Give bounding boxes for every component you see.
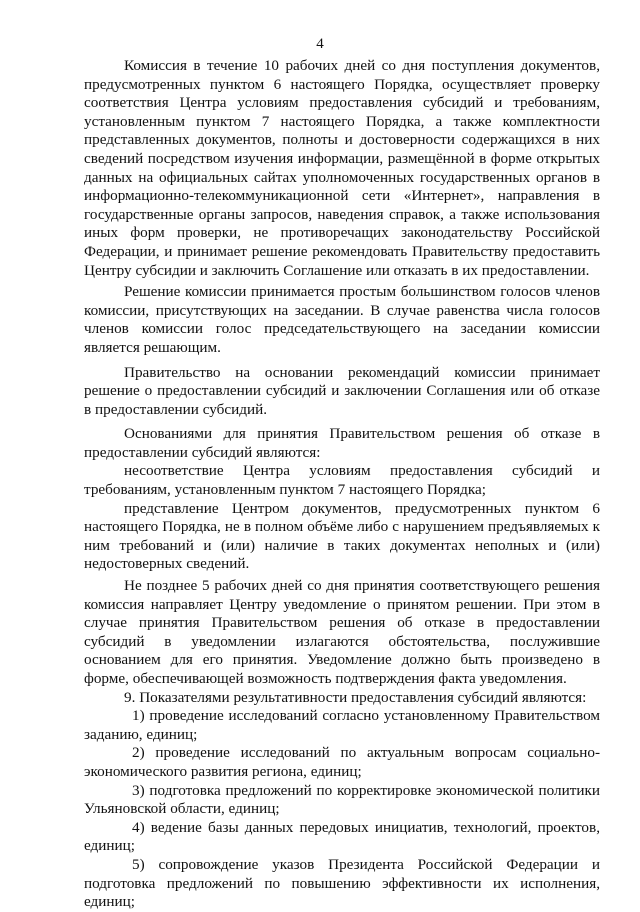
list-item: 1) проведение исследований согласно установленному Правительством заданию, единиц; [84, 707, 600, 743]
paragraph-commission-review: Комиссия в течение 10 рабочих дней со дня поступления документов, предусмотренных пунктом 6 настоящего Порядка, осуществляет проверку соответствия Центра условиям предоставления субсидий и требованиям, установленным пунктом 7 настоящего Порядка, а также комплектности представленных документов, полноты и достоверности содержащихся в них сведений посредством изучения информации, размещённой в форме открытых данных на официальных сайтах уполномоченных государственных органов в информационно-телекоммуникационной сети «Интернет», направления в государственные органы запросов, наведения справок, а также использования иных форм проверки, не противоречащих законодательству Российской Федерации, и принимает решение рекомендовать Правительству предоставить Центру субсидии и заключить Соглашение или отказать в их предоставлении. [84, 57, 600, 279]
paragraph-ground-noncompliance: несоответствие Центра условиям предоставления субсидий и требованиям, установленным пунктом 7 настоящего Порядка; [84, 462, 600, 499]
paragraph-government-decision: Правительство на основании рекомендаций комиссии принимает решение о предоставлении субсидий и заключении Соглашения или об отказе в предоставлении субсидий. [84, 363, 600, 418]
paragraph-ground-documents: представление Центром документов, предусмотренных пунктом 6 настоящего Порядка, не в полном объёме либо с нарушением предъявляемых к ним требований и (или) наличие в таких документах неполных и (или) недостоверных сведений. [84, 499, 600, 573]
list-item: 5) сопровождение указов Президента Российской Федерации и подготовка предложений по повышению эффективности их исполнения, единиц; [84, 855, 600, 911]
paragraph-notification: Не позднее 5 рабочих дней со дня принятия соответствующего решения комиссия направляет Центру уведомление о принятом решении. При этом в случае принятия Правительством решения об отказе в предоставлении субсидий в уведомлении излагаются обстоятельства, послужившие основанием для его принятия. Уведомление должно быть произведено в форме, обеспечивающей возможность подтверждения факта уведомления. [84, 577, 600, 687]
document-body [84, 57, 600, 912]
paragraph-commission-decision: Решение комиссии принимается простым большинством голосов членов комиссии, присутствующих на заседании. В случае равенства числа голосов членов комиссии голос председательствующего на заседании комиссии является решающим. [84, 283, 600, 356]
list-item: 2) проведение исследований по актуальным вопросам социально-экономического развития региона, единиц; [84, 744, 600, 780]
paragraph-refusal-grounds: Основаниями для принятия Правительством решения об отказе в предоставлении субсидий являются: [84, 425, 600, 461]
list-item: 3) подготовка предложений по корректировке экономической политики Ульяновской области, единиц; [84, 781, 600, 818]
list-item: 4) ведение базы данных передовых инициатив, технологий, проектов, единиц; [84, 818, 600, 855]
page-number: 4 [316, 36, 324, 52]
paragraph-section-9-heading: 9. Показателями результативности предоставления субсидий являются: [124, 688, 587, 706]
